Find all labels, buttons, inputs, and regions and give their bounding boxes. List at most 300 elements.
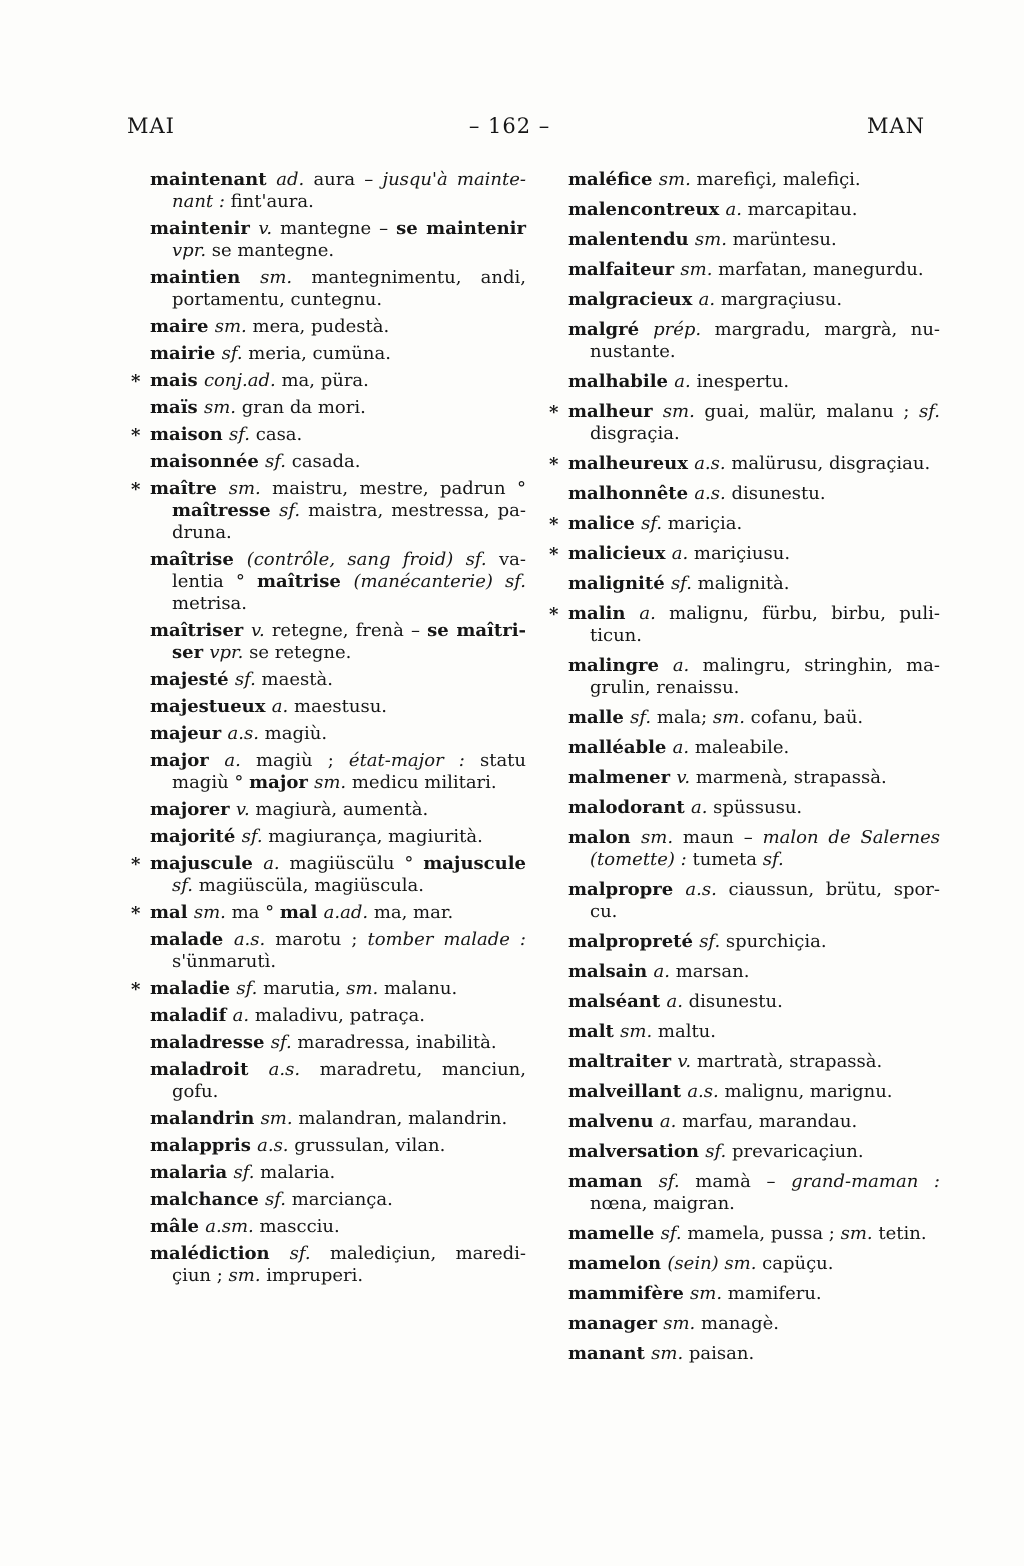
entry-line [150, 620, 526, 642]
entry-text: maistra, mestressa, pa- [308, 500, 526, 521]
dictionary-entry [150, 1005, 526, 1027]
dictionary-entry [568, 737, 940, 759]
dictionary-entry [568, 655, 940, 699]
entry-line [150, 772, 526, 794]
entry-text: magiurança, magiurità. [268, 826, 483, 847]
entry-line [568, 1253, 940, 1275]
entry-text: sm. [228, 478, 273, 499]
entry-line [568, 1051, 940, 1073]
entry-text: mal [279, 902, 324, 923]
entry-line [131, 424, 526, 446]
entry-text: mariçia. [667, 513, 743, 534]
entry-text: sm. [662, 401, 705, 422]
dictionary-entry [568, 707, 940, 729]
entry-text: vpr. [172, 240, 212, 261]
dictionary-entry [131, 853, 526, 897]
entry-line [150, 1059, 526, 1081]
entry-line [568, 849, 940, 871]
entry-line [150, 799, 526, 821]
entry-text: conj.ad. [203, 370, 282, 391]
entry-text: marutia, [263, 978, 347, 999]
dictionary-entry [568, 767, 940, 789]
entry-text: état-major : [348, 750, 480, 771]
entry-text: gofu. [172, 1081, 219, 1102]
entry-text: maîtrise [257, 571, 354, 592]
headword: maintenir [150, 218, 259, 239]
entry-text: tetin. [878, 1223, 927, 1244]
entry-text: sm. [663, 1313, 701, 1334]
dictionary-entry [150, 620, 526, 664]
headword: mairie [150, 343, 222, 364]
headword: maîtrise [150, 549, 247, 570]
entry-line [150, 642, 526, 664]
headword: malt [568, 1021, 621, 1042]
entry-text: a. [224, 750, 256, 771]
guideword-left: MAI [127, 114, 175, 138]
headword: malséant [568, 991, 667, 1012]
guideword-right: MAN [866, 114, 925, 138]
headword: malsain [568, 961, 654, 982]
entry-line [568, 199, 940, 221]
entry-text: a. [666, 991, 689, 1012]
entry-text: statu [479, 750, 526, 771]
dictionary-entry [568, 1021, 940, 1043]
entry-text: (manécanterie) sf. [353, 571, 526, 592]
entry-text: ma ° [231, 902, 280, 923]
headword: mais [150, 370, 204, 391]
entry-text: ticun. [590, 625, 642, 646]
headword: majuscule [150, 853, 264, 874]
entry-text: ad. [276, 169, 314, 190]
entry-line [150, 1108, 526, 1130]
dictionary-entry [568, 931, 940, 953]
entry-text: magiù ; [255, 750, 349, 771]
entry-line [568, 625, 940, 647]
dictionary-entry [568, 1111, 940, 1133]
headword-marker: * [131, 479, 141, 500]
right-column [549, 169, 941, 1373]
entry-line [150, 723, 526, 745]
entry-line [568, 1081, 940, 1103]
headword: malchance [150, 1189, 266, 1210]
dictionary-entry [568, 259, 940, 281]
entry-text: mascciu. [259, 1216, 340, 1237]
entry-text: malürusu, disgraçiau. [731, 453, 931, 474]
entry-line [568, 797, 940, 819]
headword: majestueux [150, 696, 272, 717]
entry-text: sf. [670, 573, 698, 594]
entry-text: sm. [346, 978, 384, 999]
entry-text: v. [677, 1051, 697, 1072]
headword: mammifère [568, 1283, 691, 1304]
headword: majorité [150, 826, 242, 847]
entry-text: disunestu. [731, 483, 826, 504]
dictionary-entry [131, 424, 526, 446]
headword: malmener [568, 767, 677, 788]
entry-text: sf. [705, 1141, 732, 1162]
entry-text: a.ad. [323, 902, 374, 923]
entry-text: sm. [840, 1223, 879, 1244]
dictionary-entry [568, 879, 940, 923]
entry-text: portamentu, cuntegnu. [172, 289, 383, 310]
dictionary-entry [150, 267, 526, 311]
headword: maintien [150, 267, 261, 288]
dictionary-entry [150, 799, 526, 821]
entry-text: guai, malür, malanu ; [704, 401, 920, 422]
entry-text: sf. [630, 707, 657, 728]
headword: mâle [150, 1216, 206, 1237]
entry-line [568, 655, 940, 677]
entry-text: mamela, pussa ; [687, 1223, 841, 1244]
headword: maman [568, 1171, 659, 1192]
entry-text: a.s. [694, 453, 732, 474]
entry-text: sf. [699, 931, 726, 952]
dictionary-entry [568, 483, 940, 505]
entry-text: nœna, maigran. [590, 1193, 735, 1214]
entry-text: mantegnimentu, andi, [311, 267, 526, 288]
entry-line [568, 931, 940, 953]
dictionary-entry [568, 1313, 940, 1335]
entry-text: ma, püra. [281, 370, 369, 391]
entry-text: mantegne – [280, 218, 397, 239]
entry-text: margraçiusu. [720, 289, 843, 310]
entry-line [568, 707, 940, 729]
headword: malédiction [150, 1243, 290, 1264]
entry-text: medicu militari. [351, 772, 497, 793]
dictionary-entry [150, 669, 526, 691]
dictionary-entry [150, 1162, 526, 1184]
entry-text: tomber malade : [367, 929, 526, 950]
headword: maison [150, 424, 230, 445]
entry-line [568, 677, 940, 699]
entry-text: sf. [660, 1223, 688, 1244]
entry-line [150, 1189, 526, 1211]
entry-line [568, 1313, 940, 1335]
dictionary-entry [568, 289, 940, 311]
entry-line [568, 289, 940, 311]
dictionary-entry [131, 902, 526, 924]
dictionary-entry [568, 1283, 940, 1305]
entry-text: magiurà, aumentà. [255, 799, 429, 820]
entry-text: magiüscüla, magiüscula. [198, 875, 425, 896]
entry-text: (tomette) : [590, 849, 693, 870]
dictionary-entry [150, 826, 526, 848]
entry-text: tumeta [692, 849, 763, 870]
entry-text: se mantegne. [211, 240, 335, 261]
entry-text: marefiçi, malefiçi. [696, 169, 861, 190]
headword: malheureux [568, 453, 695, 474]
entry-line [131, 478, 526, 500]
entry-line [150, 397, 526, 419]
entry-text: mariçiusu. [693, 543, 791, 564]
entry-text: marciança. [291, 1189, 393, 1210]
entry-line [150, 191, 526, 213]
dictionary-entry [150, 1108, 526, 1130]
left-column [131, 169, 527, 1292]
entry-line [568, 371, 940, 393]
entry-line [568, 827, 940, 849]
entry-text: a. [698, 289, 721, 310]
entry-line [150, 451, 526, 473]
entry-text: disunestu. [688, 991, 783, 1012]
entry-line [150, 1162, 526, 1184]
entry-line [150, 1005, 526, 1027]
entry-line [150, 1135, 526, 1157]
entry-text: malon de Salernes [762, 827, 941, 848]
headword: malade [150, 929, 234, 950]
headword: mal [150, 902, 194, 923]
entry-text: mera, pudestà. [252, 316, 390, 337]
entry-text: sf. [641, 513, 668, 534]
entry-line [568, 483, 940, 505]
entry-text: fint'aura. [230, 191, 314, 212]
entry-text: lentia ° [172, 571, 258, 592]
entry-line [150, 549, 526, 571]
entry-text: sm. [620, 1021, 658, 1042]
entry-line [568, 767, 940, 789]
dictionary-entry [150, 316, 526, 338]
entry-text: spüssusu. [713, 797, 803, 818]
headword: manant [568, 1343, 652, 1364]
dictionary-entry [549, 401, 941, 445]
entry-text: malignu, fürbu, birbu, puli- [669, 603, 940, 624]
headword-marker: * [549, 544, 559, 565]
entry-text: malanu. [383, 978, 458, 999]
entry-text: maradretu, manciun, [319, 1059, 526, 1080]
headword-marker: * [131, 854, 141, 875]
entry-line [150, 1265, 526, 1287]
headword: malice [568, 513, 642, 534]
entry-text: a. [690, 797, 714, 818]
entry-line [150, 826, 526, 848]
dictionary-entry [568, 169, 940, 191]
page-number: – 162 – [468, 114, 551, 138]
dictionary-entry [150, 1243, 526, 1287]
dictionary-entry [131, 978, 526, 1000]
entry-text: malediçiun, maredi- [329, 1243, 526, 1264]
entry-line [568, 991, 940, 1013]
entry-line [549, 453, 940, 475]
entry-line [131, 370, 526, 392]
entry-line [568, 259, 940, 281]
entry-text: sf. [919, 401, 941, 422]
dictionary-entry [549, 513, 940, 535]
entry-text: sm. [680, 259, 719, 280]
entry-text: marsan. [675, 961, 750, 982]
headword: mamelon [568, 1253, 668, 1274]
entry-text: martratà, strapassà. [696, 1051, 883, 1072]
headword-marker: * [131, 425, 141, 446]
entry-line [150, 169, 526, 191]
dictionary-entry [568, 1051, 940, 1073]
entry-text: marfatan, manegurdu. [718, 259, 924, 280]
headword: maladroit [150, 1059, 269, 1080]
headword: malgracieux [568, 289, 699, 310]
entry-text: malandran, malandrin. [298, 1108, 508, 1129]
entry-text: major [249, 772, 315, 793]
entry-text: a. [263, 853, 290, 874]
entry-text: a. [232, 1005, 255, 1026]
entry-text: cu. [590, 901, 618, 922]
dictionary-entry [131, 370, 526, 392]
entry-line [549, 513, 940, 535]
dictionary-entry [549, 543, 940, 565]
entry-text: sf. [762, 849, 784, 870]
entry-text: malaria. [260, 1162, 336, 1183]
dictionary-entry [150, 723, 526, 745]
entry-line [150, 1243, 526, 1265]
dictionary-entry [150, 1189, 526, 1211]
entry-text: sm. [641, 827, 683, 848]
headword-marker: * [131, 903, 141, 924]
entry-text: mala; [656, 707, 713, 728]
entry-text: sm. [260, 1108, 299, 1129]
entry-text: aura – [313, 169, 383, 190]
headword: malpropre [568, 879, 686, 900]
dictionary-entry [568, 573, 940, 595]
entry-line [568, 1193, 940, 1215]
entry-line [150, 1032, 526, 1054]
entry-line [568, 341, 940, 363]
dictionary-entry [150, 549, 526, 615]
headword: manager [568, 1313, 664, 1334]
entry-text: sm. [228, 1265, 267, 1286]
headword-marker: * [549, 454, 559, 475]
entry-line [568, 961, 940, 983]
entry-line [549, 401, 941, 423]
entry-line [568, 1021, 940, 1043]
entry-line [568, 1171, 940, 1193]
entry-text: sf. [658, 1171, 696, 1192]
headword: maintenant [150, 169, 277, 190]
entry-text: mamiferu. [727, 1283, 822, 1304]
headword: malaria [150, 1162, 234, 1183]
entry-text: a. [271, 696, 294, 717]
headword: malingre [568, 655, 673, 676]
entry-text: grand-maman : [791, 1171, 940, 1192]
entry-text: casa. [255, 424, 303, 445]
headword: malveillant [568, 1081, 688, 1102]
entry-text: maleabile. [694, 737, 790, 758]
headword-marker: * [131, 979, 141, 1000]
dictionary-entry [568, 319, 940, 363]
entry-line [150, 593, 526, 615]
entry-line [150, 951, 526, 973]
dictionary-entry [568, 1343, 940, 1365]
entry-text: marfau, marandau. [682, 1111, 858, 1132]
entry-text: maradressa, inabilità. [297, 1032, 497, 1053]
entry-line [150, 696, 526, 718]
entry-text: sm. [214, 316, 253, 337]
entry-line [549, 543, 940, 565]
entry-text: a. [674, 371, 697, 392]
entry-text: magiù. [264, 723, 328, 744]
entry-line [150, 929, 526, 951]
entry-text: magiüscülu ° [289, 853, 424, 874]
entry-line [150, 1081, 526, 1103]
entry-line [131, 978, 526, 1000]
headword: maltraiter [568, 1051, 678, 1072]
headword: malodorant [568, 797, 691, 818]
entry-line [150, 522, 526, 544]
headword: malvenu [568, 1111, 660, 1132]
headword: malléable [568, 737, 673, 758]
entry-text: inespertu. [696, 371, 790, 392]
entry-text: grussulan, vilan. [294, 1135, 446, 1156]
entry-text: a. [671, 543, 694, 564]
entry-text: prép. [653, 319, 715, 340]
entry-text: capüçu. [762, 1253, 834, 1274]
entry-line [150, 240, 526, 262]
entry-text: managè. [701, 1313, 780, 1334]
entry-text: sf. [270, 1032, 298, 1053]
entry-text: ciaussun, brütu, spor- [728, 879, 940, 900]
dictionary-entry [150, 1059, 526, 1103]
entry-text: maltu. [657, 1021, 716, 1042]
dictionary-entry [568, 1171, 940, 1215]
entry-text: sf. [241, 826, 269, 847]
entry-text: sm. [651, 1343, 689, 1364]
entry-text: a. [725, 199, 748, 220]
entry-line [568, 229, 940, 251]
headword: maladie [150, 978, 237, 999]
headword: malignité [568, 573, 671, 594]
entry-text: impruperi. [266, 1265, 364, 1286]
dictionary-entry [568, 961, 940, 983]
entry-text: sf. [265, 1189, 292, 1210]
dictionary-entry [568, 991, 940, 1013]
entry-text: s'ünmarutì. [172, 951, 277, 972]
entry-line [549, 603, 940, 625]
headword: maître [150, 478, 229, 499]
entry-text: malignu, marignu. [724, 1081, 893, 1102]
entry-text: malignità. [697, 573, 790, 594]
entry-text: a.s. [685, 879, 729, 900]
dictionary-entry [131, 478, 526, 544]
entry-text: majuscule [423, 853, 526, 874]
entry-line [150, 669, 526, 691]
entry-text: disgraçia. [590, 423, 680, 444]
entry-text: se retegne. [249, 642, 352, 663]
dictionary-entry [568, 1081, 940, 1103]
entry-text: sf. [234, 669, 262, 690]
entry-line [131, 853, 526, 875]
entry-text: a. [672, 737, 695, 758]
dictionary-entry [568, 1253, 940, 1275]
headword: malfaiteur [568, 259, 681, 280]
headword: malpropreté [568, 931, 700, 952]
entry-line [568, 573, 940, 595]
entry-line [150, 267, 526, 289]
headword: malin [568, 603, 640, 624]
entry-text: maun – [682, 827, 763, 848]
entry-text: marcapitau. [747, 199, 858, 220]
entry-line [131, 902, 526, 924]
headword: major [150, 750, 225, 771]
headword: majorer [150, 799, 236, 820]
headword: malle [568, 707, 631, 728]
headword: maléfice [568, 169, 659, 190]
dictionary-entry [150, 929, 526, 973]
entry-text: maistru, mestre, padrun ° [272, 478, 526, 499]
entry-line [150, 875, 526, 897]
entry-text: paisan. [688, 1343, 755, 1364]
entry-text: sf. [221, 343, 249, 364]
entry-text: sf. [289, 1243, 330, 1264]
entry-line [568, 1283, 940, 1305]
entry-text: se maintenir [396, 218, 526, 239]
entry-text: a.s. [268, 1059, 320, 1080]
